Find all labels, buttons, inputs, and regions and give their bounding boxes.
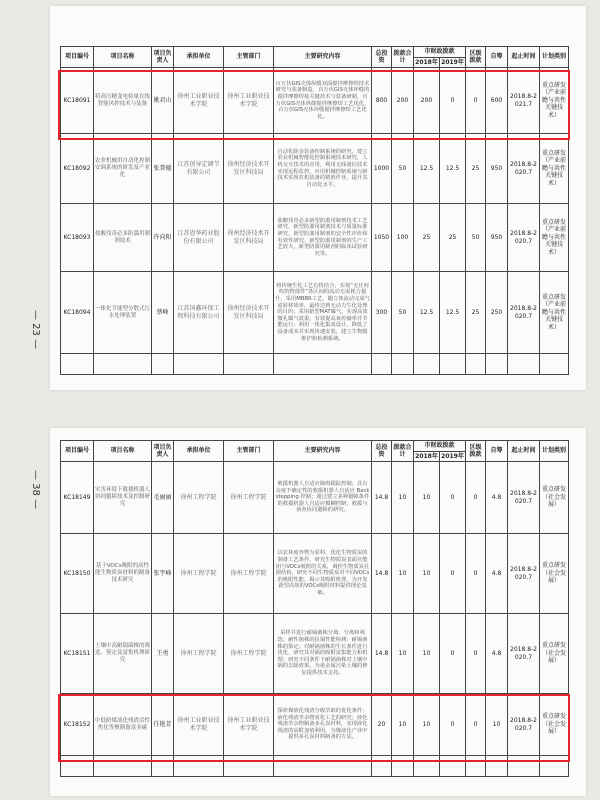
cell-content: 将传统生化工艺有机结合，实现“无任何构筑物部件”各区间的流动无需耗力提升，采用MBBR工艺，随立体流动完成气流转移效率，最终达到无动力生化处理的目的；采用新型MAT曝气，实现高效微孔曝气效果，有效提高氧传输率并节能运行；利用一体化集成设计，降低了设备成本并实现快速安装，建立生物膜维护和检测系统。 [274, 272, 372, 354]
table-row [61, 272, 569, 354]
cell-county: 0 [466, 68, 486, 134]
cell-total: 14.8 [372, 534, 392, 614]
cell-plan: 重点研发（社会发展） [540, 694, 569, 756]
cell-period: 2018.8-2020.7 [508, 204, 540, 272]
header-period: 起止时间 [508, 441, 540, 462]
cell-plan: 重点研发（社会发展） [540, 614, 569, 694]
cell-content: 盐酸伐奇必多新型防滥用制剂技术工艺研究，新型防滥用制剂技术与质量标准研究，新型防滥用制剂的安全性评价和有效性研究，新型防滥用制剂的生产工艺放大，新型防滥用制剂的临床试验研究等。 [274, 204, 372, 272]
cell-unit: 徐州工程学院 [174, 614, 224, 694]
header-content: 主要研究内容 [274, 441, 372, 462]
cell-allocated: 10 [392, 462, 414, 534]
cell-period: 2018.8-2020.7 [508, 134, 540, 204]
cell-county: 50 [466, 204, 486, 272]
page-number-top: — 23 — [30, 310, 41, 350]
cell-self: 600 [486, 68, 508, 134]
table-row-faded [61, 354, 569, 375]
cell-leader: 张宇峰 [152, 534, 174, 614]
header-name: 项目名称 [94, 441, 152, 462]
cell-total: 800 [372, 68, 392, 134]
highlight-box-top [58, 70, 570, 140]
table-row [61, 534, 569, 614]
cell-name: 一体化节能型分散式污水处理装置 [94, 272, 152, 354]
cell-unit: 江苏恩华药业股份有限公司 [174, 204, 224, 272]
cell-total: 300 [372, 272, 392, 354]
cell-name: 盐酸伐奇必多防滥用制剂技术 [94, 204, 152, 272]
cell-period: 2018.8-2020.7 [508, 462, 540, 534]
header-self: 自筹 [486, 47, 508, 68]
header-code: 项目编号 [61, 47, 94, 68]
cell-self: 4.8 [486, 614, 508, 694]
header-city-group: 市财政拨款 [414, 47, 466, 58]
cell-county: 25 [466, 134, 486, 204]
cell-allocated: 50 [392, 272, 414, 354]
cell-leader: 王勇 [152, 614, 174, 694]
cell-2019: 0 [440, 694, 466, 756]
header-2019: 2019年 [441, 58, 464, 66]
cell-unit: 江苏创导定调节有限公司 [174, 134, 224, 204]
header-plan: 计划类别 [540, 441, 569, 462]
document-page-bottom [50, 428, 586, 796]
cell-name: 灾害环境下救援机器人协同避障技术及控制研究 [94, 462, 152, 534]
cell-unit: 徐州工业职业技术学院 [174, 694, 224, 756]
cell-code: KC18092 [61, 134, 94, 204]
cell-code: KC18151 [61, 614, 94, 694]
cell-dept: 徐州经济技术开发区科技局 [224, 204, 274, 272]
cell-county: 0 [466, 694, 486, 756]
cell-2018: 10 [414, 462, 440, 534]
cell-total: 1000 [372, 134, 392, 204]
cell-code: KC18093 [61, 204, 94, 272]
table-row [61, 614, 569, 694]
cell-allocated: 50 [392, 134, 414, 204]
cell-period: 2018.8-2021.7 [508, 68, 540, 134]
cell-leader: 蔡峰 [152, 272, 174, 354]
cell-2018: 10 [414, 694, 440, 756]
cell-content: 救援机器人自适应障碍跟踪控制；具有余度不确定性的救援机器人自适应 Backstepping 控制；通过建立多种避障条件的救援机器人自适应模糊控制；救援与侦查协同避障的研究。 [274, 462, 372, 534]
header-allocated: 拨款合计 [392, 441, 414, 462]
cell-leader: 毛丽丽 [152, 462, 174, 534]
cell-code: KC18152 [61, 694, 94, 756]
header-total: 总投资 [372, 441, 392, 462]
cell-county: 0 [466, 462, 486, 534]
header-2018: 2018年 [415, 452, 438, 460]
cell-self: 250 [486, 272, 508, 354]
cell-2019: 12.5 [440, 272, 466, 354]
cell-code: KC18149 [61, 462, 94, 534]
header-dept: 主管部门 [224, 441, 274, 462]
cell-county: 0 [466, 614, 486, 694]
header-code: 项目编号 [61, 441, 94, 462]
cell-dept: 徐州工程学院 [224, 462, 274, 534]
cell-name: 中低阶煤液化残渣活性焦化等聚制备富多碳 [94, 694, 152, 756]
cell-allocated: 10 [392, 614, 414, 694]
cell-plan: 重点研发（产业前瞻与共性关键技术） [540, 134, 569, 204]
cell-total: 14.8 [372, 462, 392, 534]
header-total: 总投资 [372, 47, 392, 68]
header-city-group: 市财政拨款 [414, 441, 466, 452]
cell-total: 20 [372, 694, 392, 756]
header-allocated: 拨款合计 [392, 47, 414, 68]
header-plan: 计划类别 [540, 47, 569, 68]
cell-plan: 重点研发（产业前瞻与共性关键技术） [540, 204, 569, 272]
cell-content: 采样并进行耐镉菌株分离、分离和筛选；耐性菌株的抗镉性能检测；耐镉菌株的鉴定；对耐镉菌株的生长条件进行优化，研究其对镉的吸附富集能力和机理；研究不同条件下耐镉菌株对土壤中镉的去除效果，为重金属污染土壤的修复提供技术支持。 [274, 614, 372, 694]
document-page-top [50, 6, 586, 390]
cell-unit: 江苏国鑫环保工程科技有限公司 [174, 272, 224, 354]
cell-plan: 重点研发（社会发展） [540, 534, 569, 614]
header-leader: 项目负责人 [152, 441, 174, 462]
header-self: 自筹 [486, 441, 508, 462]
cell-plan: 重点研发（社会发展） [540, 462, 569, 534]
header-unit: 承担单位 [174, 47, 224, 68]
cell-unit: 徐州工程学院 [174, 534, 224, 614]
cell-2019: 0 [440, 68, 466, 134]
cell-leader: 许向阳 [152, 204, 174, 272]
cell-2018: 10 [414, 614, 440, 694]
cell-unit: 徐州工程学院 [174, 462, 224, 534]
cell-2019: 0 [440, 534, 466, 614]
cell-content: 自动化除金装备控制系统的研究，建立农业机械智能化控制系统技术研究，人机交互技术的应用，利用无线通信技术实现远程监控，应用机械控制系统与新技术实现农机装备的精准作业，提升其自动化水平。 [274, 134, 372, 204]
cell-plan: 重点研发（产业前瞻与共性关键技术） [540, 68, 569, 134]
cell-dept: 徐州工业职业技术学院 [224, 694, 274, 756]
header-content: 主要研究内容 [274, 47, 372, 68]
cell-2019: 25 [440, 204, 466, 272]
cell-2018: 200 [414, 68, 440, 134]
cell-code: KC18094 [61, 272, 94, 354]
cell-self: 4.8 [486, 462, 508, 534]
cell-2018: 25 [414, 204, 440, 272]
header-period: 起止时间 [508, 47, 540, 68]
cell-period: 2018.8-2020.7 [508, 272, 540, 354]
cell-allocated: 10 [392, 694, 414, 756]
cell-content: 探索煤液化残渣分级萃取的优化条件；液化残渣萃余物炭化工艺的研究；液化残渣萃余物制备多孔炭材料，实现液化残渣的高附加值利用，为煤液化产业中提供多孔炭材料制备的方法。 [274, 694, 372, 756]
cell-period: 2018.8-2020.7 [508, 534, 540, 614]
cell-2019: 0 [440, 462, 466, 534]
header-leader: 项目负责人 [152, 47, 174, 68]
cell-name: 特高压精变电检量在线智能风控技术与装备 [94, 68, 152, 134]
table-row [61, 462, 569, 534]
table-header-row [61, 47, 569, 58]
header-dept: 主管部门 [224, 47, 274, 68]
cell-name: 基于VOCs吸附的高性能生物质炭材料的制备技术研究 [94, 534, 152, 614]
table-header-row [61, 441, 569, 452]
header-2019: 2019年 [441, 452, 464, 460]
cell-2019: 0 [440, 614, 466, 694]
cell-period: 2018.8-2020.7 [508, 694, 540, 756]
cell-name: 土壤中高耐镉菌株的筛选、鉴定及富集机理研究 [94, 614, 152, 694]
cell-total: 1050 [372, 204, 392, 272]
cell-total: 14.8 [372, 614, 392, 694]
cell-dept: 徐州经济技术开发区科技局 [224, 134, 274, 204]
cell-leader: 任艳芳 [152, 694, 174, 756]
cell-county: 0 [466, 534, 486, 614]
cell-county: 25 [466, 272, 486, 354]
cell-content: 百万伏GIS壳体纵缝双面搅拌摩擦焊技术研究与装备制造，百万伏GIS壳体环缝的搅拌摩擦焊接关键技术与装备研制，百万伏GIS壳体纵缝搅拌摩擦焊工艺优化，百万伏GIS壳体环缝搅拌摩擦焊工艺优化。 [274, 68, 372, 134]
cell-dept: 徐州工程学院 [224, 614, 274, 694]
cell-code: KC18150 [61, 534, 94, 614]
cell-content: 以农林废弃物为原料，优化生物质炭的制备工艺条件，研究生物质炭表面官能团与VOCs吸附的关系，调控生物质炭孔隙结构，研究不同生物质炭对不同VOCs的吸附性能，揭示其吸附机理，为开发新型高效的VOCs吸附材料提供理论基础。 [274, 534, 372, 614]
cell-name: 农业机械用自动化控制安调系统的研发及产业化 [94, 134, 152, 204]
cell-dept: 徐州工程学院 [224, 534, 274, 614]
cell-allocated: 200 [392, 68, 414, 134]
cell-self: 950 [486, 204, 508, 272]
table-row [61, 134, 569, 204]
cell-self: 10 [486, 694, 508, 756]
cell-dept: 徐州工业职业技术学院 [224, 68, 274, 134]
cell-allocated: 100 [392, 204, 414, 272]
cell-plan: 重点研发（产业前瞻与共性关键技术） [540, 272, 569, 354]
highlight-box-bottom [58, 694, 570, 762]
cell-self: 950 [486, 134, 508, 204]
header-county: 区级拨款 [466, 441, 486, 462]
cell-leader: 姚君山 [152, 68, 174, 134]
header-name: 项目名称 [94, 47, 152, 68]
cell-dept: 徐州经济技术开发区科技局 [224, 272, 274, 354]
table-row [61, 204, 569, 272]
cell-2018: 12.5 [414, 134, 440, 204]
cell-2018: 10 [414, 534, 440, 614]
cell-2018: 12.5 [414, 272, 440, 354]
cell-period: 2018.8-2020.7 [508, 614, 540, 694]
header-unit: 承担单位 [174, 441, 224, 462]
header-county: 区级拨款 [466, 47, 486, 68]
cell-allocated: 10 [392, 534, 414, 614]
cell-code: KC18091 [61, 68, 94, 134]
cell-leader: 张普德 [152, 134, 174, 204]
page-number-bottom: — 38 — [30, 470, 41, 510]
header-2018: 2018年 [415, 58, 438, 66]
cell-2019: 12.5 [440, 134, 466, 204]
cell-self: 4.8 [486, 534, 508, 614]
cell-unit: 徐州工业职业技术学院 [174, 68, 224, 134]
